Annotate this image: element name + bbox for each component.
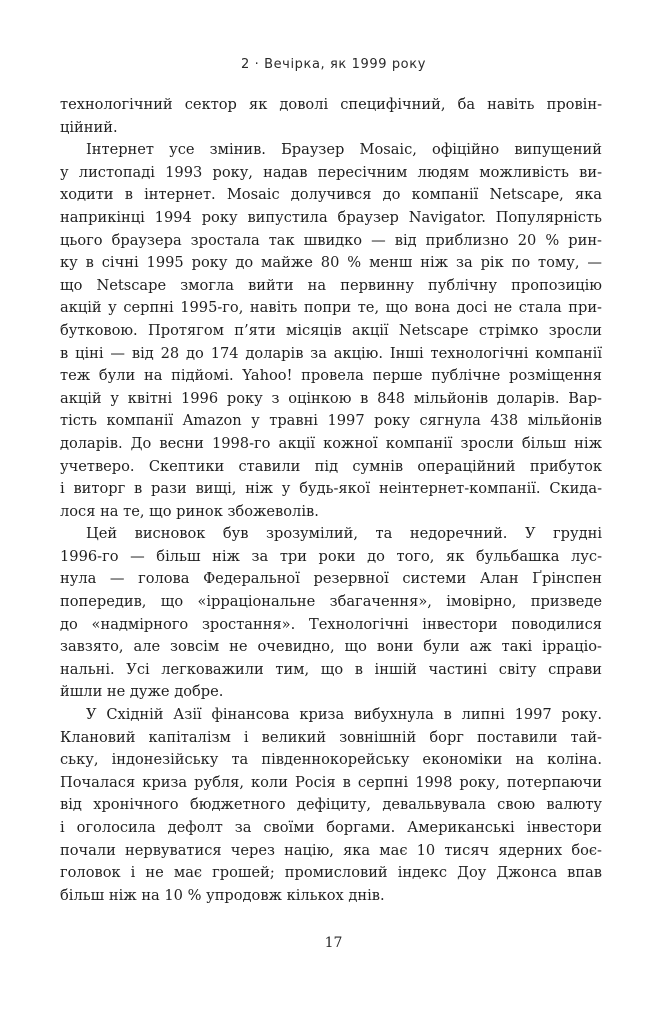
text-line: ку в січні 1995 року до майже 80 % менш ніж за рік по тому, — <box>60 254 602 272</box>
text-line: завзято, але зовсім не очевидно, що вони були аж такі ірраціо- <box>60 638 602 656</box>
text-line: бутковою. Протягом п’яти місяців акції Netscape стрімко зросли <box>60 321 602 339</box>
text-line: У Східній Азії фінансова криза вибухнула в липні 1997 року. <box>86 706 602 724</box>
text-line: головок і не має грошей; промисловий індекс Доу Джонса впав <box>60 864 602 882</box>
text-line: і оголосила дефолт за своїми боргами. Американські інвестори <box>60 819 602 836</box>
text-line: в ціні — від 28 до 174 доларів за акцію. Інші технологічні компанії <box>60 344 602 362</box>
body-text <box>60 94 602 907</box>
text-line: ходити в інтернет. Mosaic долучився до компанії Netscape, яка <box>60 186 602 204</box>
text-line: від хронічного бюджетного дефіциту, девальвувала свою валюту <box>60 796 602 814</box>
text-line: Почалася криза рубля, коли Росія в серпні 1998 року, потерпаючи <box>60 773 602 791</box>
text-line: цього браузера зростала так швидко — від приблизно 20 % рин- <box>60 231 602 249</box>
text-line: нальні. Усі легковажили тим, що в іншій частині світу справи <box>60 660 602 678</box>
text-line: 1996-го — більш ніж за три роки до того, як бульбашка лус- <box>60 547 602 565</box>
text-line: попередив, що «ірраціональне збагачення», імовірно, призведе <box>60 593 602 611</box>
text-line: у листопаді 1993 року, надав пересічним людям можливість ви- <box>60 163 602 181</box>
text-line: почали нервуватися через націю, яка має 10 тисяч ядерних боє- <box>60 841 602 859</box>
paragraph-2 <box>60 139 602 523</box>
text-line: йшли не дуже добре. <box>60 683 224 701</box>
paragraph-4 <box>60 704 602 907</box>
page-number: 17 <box>324 935 343 951</box>
paragraph-1 <box>60 94 602 139</box>
text-line: і виторг в рази вищі, ніж у будь-якої неінтернет-компанії. Скида- <box>60 480 602 498</box>
text-line: лося на те, що ринок збожеволів. <box>60 502 319 520</box>
text-line: теж були на підйомі. Yahoo! провела перше публічне розміщення <box>60 367 602 385</box>
text-line: ційний. <box>60 118 118 136</box>
text-line: учетверо. Скептики ставили під сумнів операційний прибуток <box>60 457 602 475</box>
text-line: акцій у серпні 1995-го, навіть попри те, що вона досі не стала при- <box>60 299 602 317</box>
paragraph-3 <box>60 523 602 704</box>
text-line: Клановий капіталізм і великий зовнішній борг поставили тай- <box>60 728 602 746</box>
text-line: ську, індонезійську та південнокорейську економіки на коліна. <box>60 751 602 769</box>
text-line: доларів. До весни 1998-го акції кожної компанії зросли більш ніж <box>60 434 602 452</box>
text-line: нула — голова Федеральної резервної системи Алан Ґрінспен <box>60 570 602 588</box>
running-header: 2 · Вечірка, як 1999 року <box>241 57 426 72</box>
text-line: наприкінці 1994 року випустила браузер Navigator. Популярність <box>60 208 602 226</box>
text-line: технологічний сектор як доволі специфічний, ба навіть провін- <box>60 96 602 113</box>
text-line: Цей висновок був зрозумілий, та недоречний. У грудні <box>86 525 602 543</box>
text-line: що Netscape змогла вийти на первинну публічну пропозицію <box>60 276 602 294</box>
text-line: Інтернет усе змінив. Браузер Mosaic, офіційно випущений <box>86 141 602 159</box>
text-line: акцій у квітні 1996 року з оцінкою в 848 мільйонів доларів. Вар- <box>60 389 602 407</box>
text-line: більш ніж на 10 % упродовж кількох днів. <box>60 886 385 904</box>
text-line: тість компанії Amazon у травні 1997 року сягнула 438 мільйонів <box>60 412 602 430</box>
text-line: до «надмірного зростання». Технологічні інвестори поводилися <box>60 615 602 633</box>
